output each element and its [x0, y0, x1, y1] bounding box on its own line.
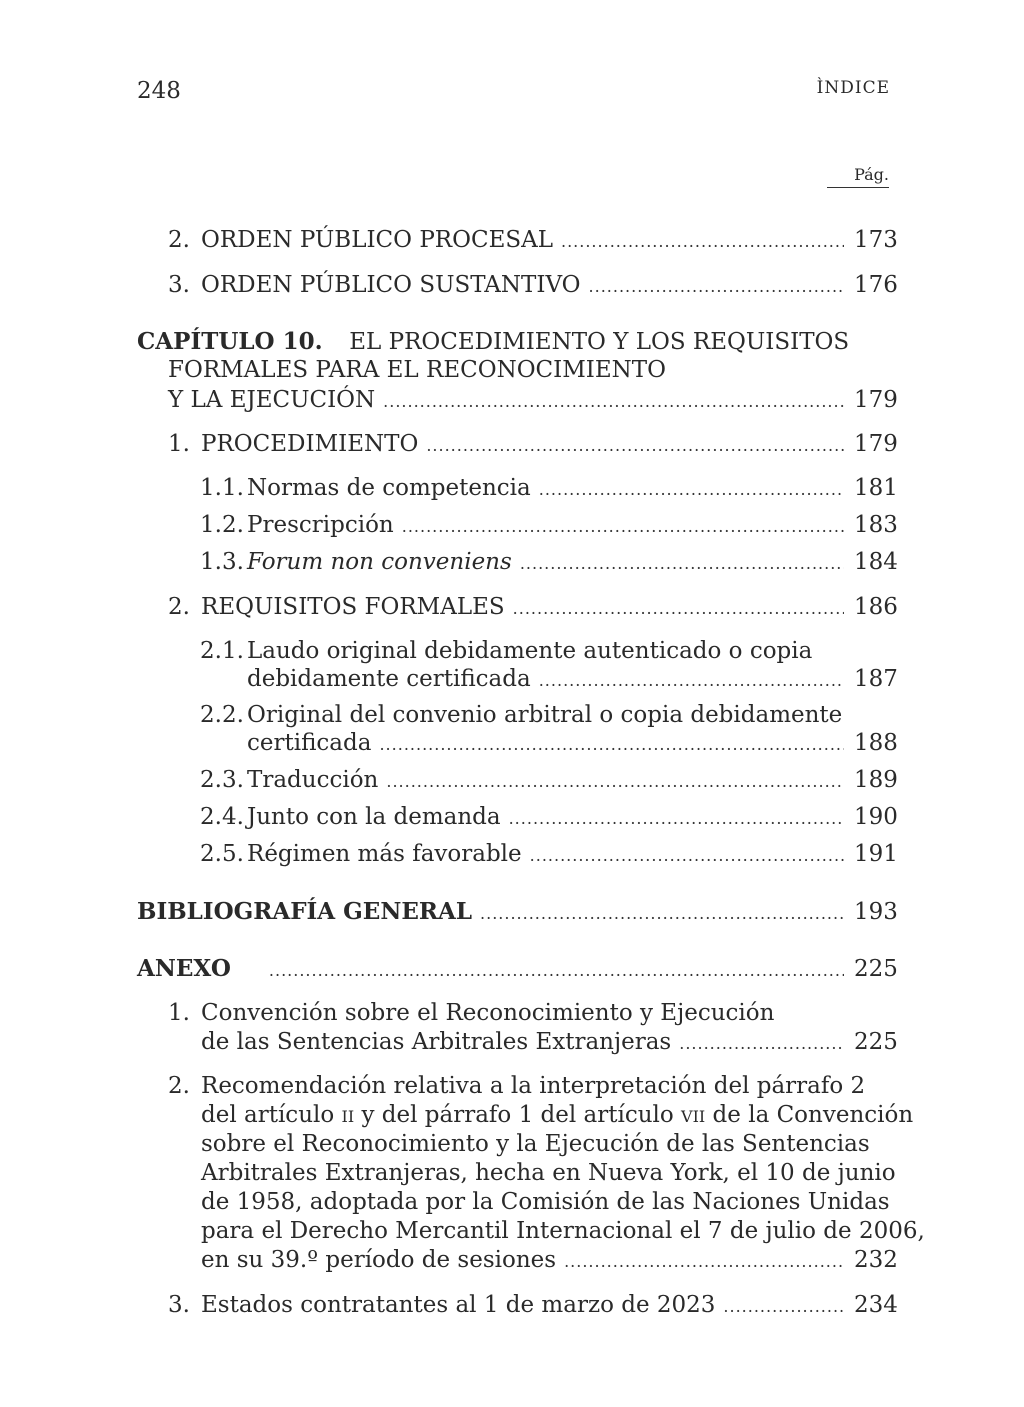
- dot-leader: [426, 431, 844, 460]
- toc-entry-recomendacion-body: [168, 1072, 925, 1246]
- dot-leader: [679, 1029, 844, 1058]
- toc-entry-recomendacion[interactable]: [201, 1246, 898, 1276]
- entry-number: 1.2.: [200, 512, 244, 538]
- toc-entry-orden-publico-sustantivo[interactable]: [168, 271, 898, 301]
- entry-page: 234: [854, 1292, 898, 1318]
- entry-page: 173: [854, 227, 898, 253]
- toc-entry-procedimiento[interactable]: [168, 430, 898, 460]
- toc-entry-orden-publico-procesal[interactable]: [168, 226, 898, 256]
- entry-number: 3.: [168, 272, 190, 298]
- entry-title: Estados contratantes al 1 de marzo de 2023: [201, 1292, 716, 1318]
- toc-entry-convencion-first-line: [168, 999, 774, 1028]
- page-number: 248: [137, 78, 181, 104]
- entry-title: Junto con la demanda: [247, 804, 501, 830]
- entry-page: 186: [854, 594, 898, 620]
- entry-title-line-2: de las Sentencias Arbitrales Extranjeras: [201, 1029, 672, 1055]
- entry-number: 2.2.: [200, 702, 244, 728]
- toc-entry-original-convenio[interactable]: [247, 729, 898, 759]
- entry-title: Normas de competencia: [247, 475, 531, 501]
- entry-title-line-5: de 1958, adoptada por la Comisión de las Naciones Unidas: [201, 1189, 890, 1215]
- entry-page: 179: [854, 387, 898, 413]
- dot-leader: [513, 594, 844, 623]
- entry-title-line-1: Convención sobre el Reconocimiento y Ejecución: [201, 1000, 775, 1026]
- entry-number: 2.1.: [200, 638, 244, 664]
- dot-leader: [383, 387, 844, 416]
- chapter-10-heading: [137, 327, 849, 385]
- entry-number: 2.: [168, 594, 190, 620]
- entry-page: 193: [854, 899, 898, 925]
- text-fragment: y del párrafo 1 del artículo: [354, 1102, 682, 1128]
- toc-entry-laudo-original[interactable]: [247, 665, 898, 695]
- entry-title: Forum non conveniens: [247, 549, 512, 575]
- toc-entry-prescripcion[interactable]: [200, 511, 898, 541]
- toc-entry-traduccion[interactable]: [200, 766, 898, 796]
- entry-page: 176: [854, 272, 898, 298]
- entry-title-line-1: Laudo original debidamente autenticado o copia: [247, 638, 813, 664]
- entry-title-line-2: certificada: [247, 730, 372, 756]
- toc-entry-forum-non-conveniens[interactable]: [200, 548, 898, 578]
- entry-number: 1.: [168, 1000, 190, 1026]
- text-fragment: del artículo: [201, 1102, 342, 1128]
- entry-number: 1.3.: [200, 549, 244, 575]
- running-header: ÌNDICE: [816, 78, 890, 98]
- entry-title: Prescripción: [247, 512, 394, 538]
- dot-leader: [269, 956, 844, 985]
- entry-page: 188: [854, 730, 898, 756]
- entry-number: 2.4.: [200, 804, 244, 830]
- toc-entry-bibliografia-general[interactable]: [137, 897, 898, 928]
- page-column-label: Pág.: [827, 165, 889, 188]
- entry-title: ORDEN PÚBLICO SUSTANTIVO: [201, 272, 581, 298]
- entry-title: PROCEDIMIENTO: [201, 431, 419, 457]
- entry-number: 2.3.: [200, 767, 244, 793]
- toc-entry-junto-demanda[interactable]: [200, 803, 898, 833]
- entry-page: 232: [854, 1247, 898, 1273]
- dot-leader: [561, 227, 844, 256]
- entry-title-line-6: para el Derecho Mercantil Internacional el 7 de julio de 2006,: [201, 1218, 925, 1244]
- toc-entry-regimen-favorable[interactable]: [200, 840, 898, 870]
- dot-leader: [402, 512, 844, 541]
- dot-leader: [564, 1247, 844, 1276]
- entry-title-line-3: sobre el Reconocimiento y la Ejecución de las Sentencias: [201, 1131, 870, 1157]
- entry-number: 3.: [168, 1292, 190, 1318]
- entry-title-line-1: Original del convenio arbitral o copia debidamente: [247, 702, 843, 728]
- dot-leader: [530, 841, 844, 870]
- entry-number: 2.5.: [200, 841, 244, 867]
- dot-leader: [509, 804, 844, 833]
- entry-number: 2.: [168, 1073, 190, 1099]
- dot-leader: [539, 666, 844, 695]
- text-fragment: de la Convención: [705, 1102, 914, 1128]
- roman-numeral: VII: [681, 1107, 706, 1126]
- entry-title: ANEXO: [137, 955, 231, 982]
- entry-title: Traducción: [247, 767, 379, 793]
- entry-page: 225: [854, 1029, 898, 1055]
- toc-entry-convencion[interactable]: [201, 1028, 898, 1058]
- entry-title: Régimen más favorable: [247, 841, 522, 867]
- chapter-title-line-1: EL PROCEDIMIENTO Y LOS REQUISITOS: [349, 329, 850, 355]
- entry-title-line-2: [168, 1101, 925, 1130]
- toc-entry-requisitos-formales[interactable]: [168, 593, 898, 623]
- dot-leader: [520, 549, 844, 578]
- chapter-title-line-2: FORMALES PARA EL RECONOCIMIENTO: [168, 357, 666, 383]
- entry-page: 183: [854, 512, 898, 538]
- entry-page: 189: [854, 767, 898, 793]
- entry-title-line-7: en su 39.º período de sesiones: [201, 1247, 557, 1273]
- entry-page: 190: [854, 804, 898, 830]
- entry-page: 191: [854, 841, 898, 867]
- entry-title: REQUISITOS FORMALES: [201, 594, 505, 620]
- dot-leader: [480, 899, 844, 928]
- entry-page: 179: [854, 431, 898, 457]
- entry-title: BIBLIOGRAFÍA GENERAL: [137, 898, 473, 925]
- dot-leader: [723, 1292, 844, 1321]
- roman-numeral: II: [341, 1107, 355, 1126]
- entry-title: ORDEN PÚBLICO PROCESAL: [201, 227, 553, 253]
- toc-entry-original-convenio-first-line: [200, 701, 842, 730]
- entry-title-line-2: debidamente certificada: [247, 666, 531, 692]
- entry-title-line-4: Arbitrales Extranjeras, hecha en Nueva York, el 10 de junio: [201, 1160, 896, 1186]
- toc-entry-estados-contratantes[interactable]: [168, 1291, 898, 1321]
- dot-leader: [589, 272, 844, 301]
- toc-entry-normas-competencia[interactable]: [200, 474, 898, 504]
- entry-number: 1.1.: [200, 475, 244, 501]
- chapter-title-line-3: Y LA EJECUCIÓN: [168, 387, 376, 413]
- entry-title-line-1: Recomendación relativa a la interpretación del párrafo 2: [201, 1073, 866, 1099]
- entry-page: 181: [854, 475, 898, 501]
- entry-page: 184: [854, 549, 898, 575]
- dot-leader: [539, 475, 844, 504]
- dot-leader: [386, 767, 844, 796]
- entry-page: 187: [854, 666, 898, 692]
- entry-number: 2.: [168, 227, 190, 253]
- toc-entry-chapter-10[interactable]: [168, 386, 898, 416]
- dot-leader: [379, 730, 844, 759]
- chapter-heading-line-1: [137, 327, 849, 356]
- toc-entry-anexo[interactable]: [137, 954, 898, 985]
- entry-page: 225: [854, 956, 898, 982]
- chapter-label: CAPÍTULO 10.: [137, 328, 323, 355]
- entry-number: 1.: [168, 431, 190, 457]
- toc-entry-laudo-original-first-line: [200, 637, 812, 666]
